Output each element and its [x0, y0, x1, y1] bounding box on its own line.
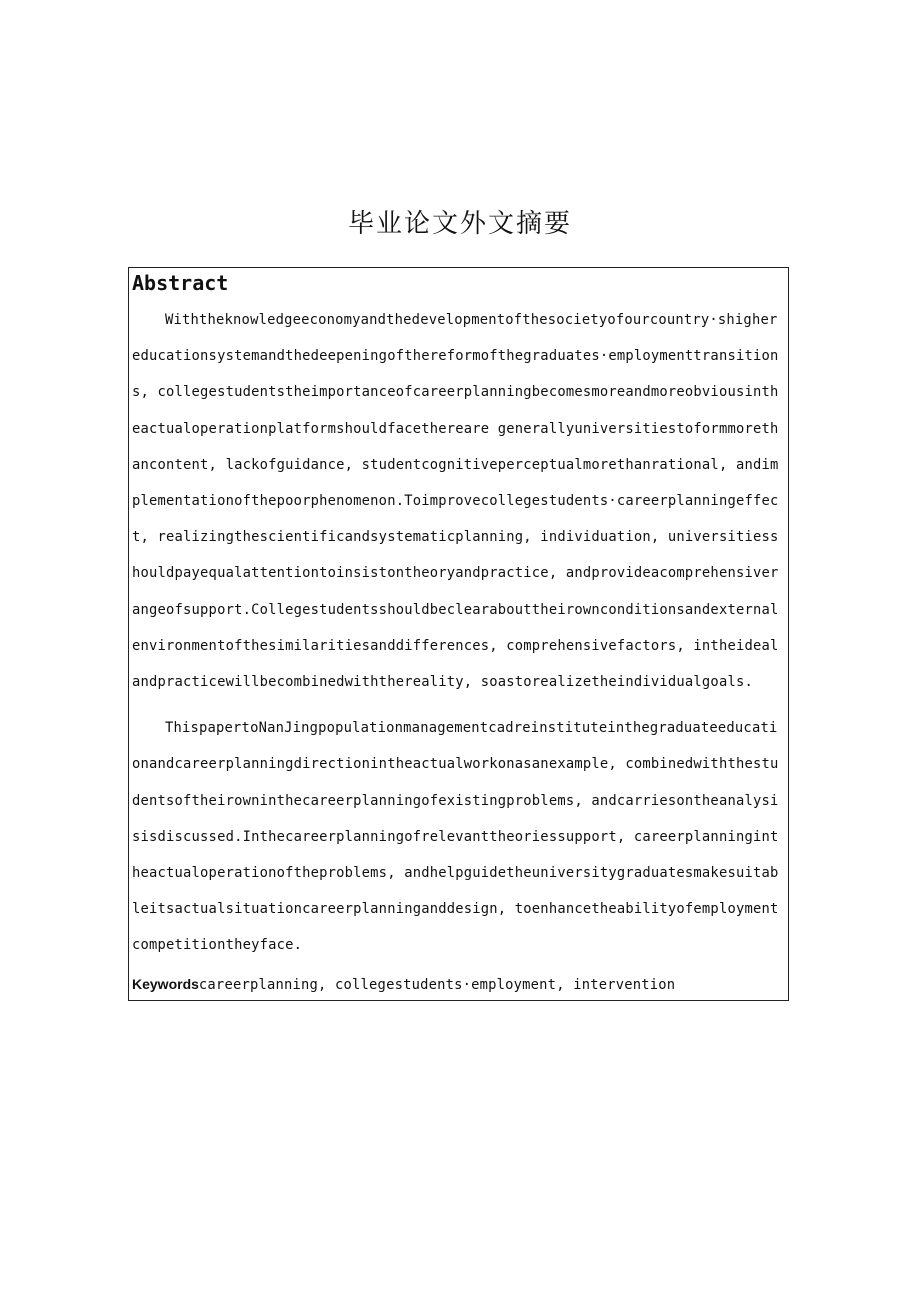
- abstract-paragraph-2: ThispapertoNanJingpopulationmanagementcadreinstituteinthegraduateeducationandcareerplanningdirectionintheactualworkonasanexample, combinedwiththestudentsoftheirowninthecareerplanningofexistingproblems, andcarriesontheanalysisisdiscussed.Inthecareerplanningofrelevanttheoriessupport, careerplanningintheactualoperationoftheproblems, andhelpguidetheuniversitygraduatesmakesuitableitsactualsituationcareerplanninganddesign, toenhancetheabilityofemploymentcompetitiontheyface.: [132, 720, 779, 954]
- abstract-paragraph-1: Withtheknowledgeeconomyandthedevelopmentofthesocietyofourcountry·shighereducationsystemandthedeepeningofthereformofthegraduates·employmenttransitions, collegestudentstheimportanceofcareerplanningbecomesmoreandmoreobviousintheactualoperationplatformshouldfacethereare generallyuniversitiestoformmorethancontent, lackofguidance, studentcognitiveperceptualmorethanrational, andimplementationofthepoorphenomenon.Toimprovecollegestudents·careerplanningeffect, realizingthescientificandsystematicplanning, individuation, universitiesshouldpayequalattentiontoinsistontheoryandpractice, andprovideacomprehensiverangeofsupport.Collegestudentsshouldbeclearabouttheirownconditionsandexternalenvironmentofthesimilaritiesanddifferences, comprehensivefactors, intheidealandpracticewillbecombinedwiththereality, soastorealizetheindividualgoals.: [132, 312, 779, 691]
- abstract-heading: Abstract: [132, 271, 229, 295]
- keywords-label: Keywords: [132, 975, 199, 992]
- abstract-box: [128, 267, 789, 1001]
- keywords-value: careerplanning, collegestudents·employment, intervention: [198, 976, 676, 993]
- keywords-line: [129, 972, 788, 997]
- document-title: 毕业论文外文摘要: [347, 209, 572, 239]
